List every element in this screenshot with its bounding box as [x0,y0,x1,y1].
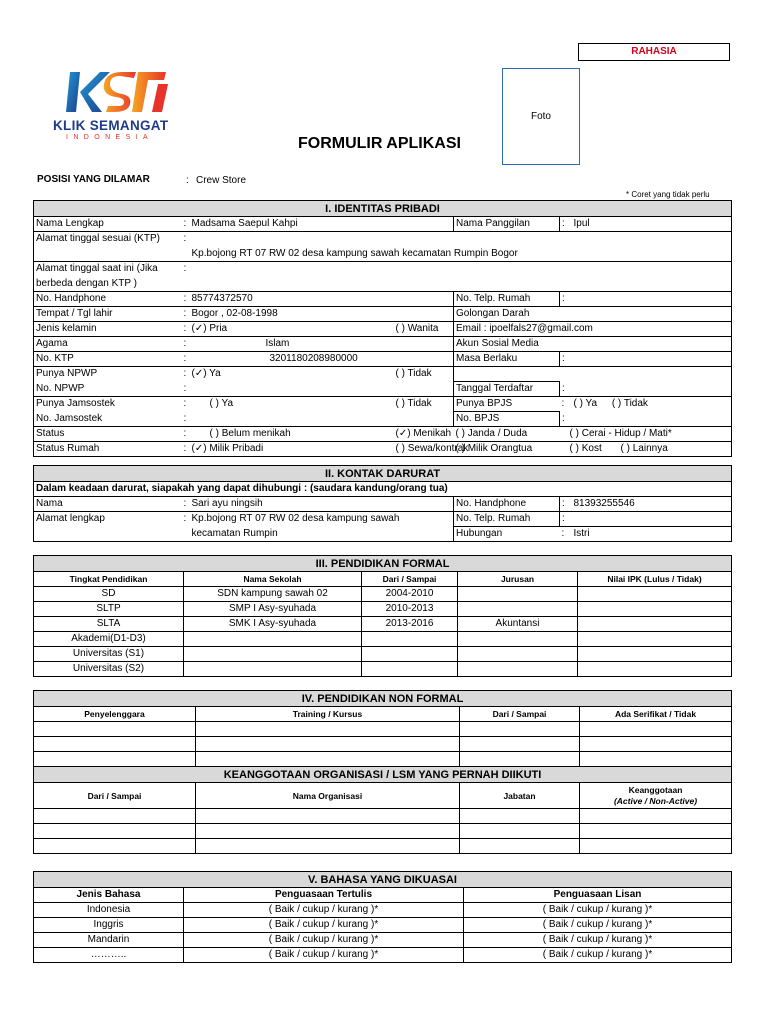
house-option-own[interactable]: (✓) Milik Pribadi [191,443,264,454]
logo-wordmark: KLIK SEMANGAT [53,118,169,133]
table-cell[interactable] [460,722,580,737]
table-cell[interactable] [196,839,460,854]
colon: : [182,217,190,232]
table-cell[interactable]: SLTA [34,617,184,632]
table-cell[interactable] [458,602,578,617]
field-label: No. Telp. Rumah [454,292,560,307]
jamsostek-value [190,412,454,427]
column-header: Training / Kursus [196,707,460,722]
table-row [34,602,732,617]
status-option-divorced[interactable]: ( ) Cerai - Hidup / Mati* [560,427,732,442]
table-cell[interactable] [362,647,458,662]
table-cell[interactable]: Universitas (S1) [34,647,184,662]
column-header: Dari / Sampai [460,707,580,722]
field-label: Tempat / Tgl lahir [34,307,182,322]
field-label: No. Handphone [454,497,560,512]
language-table [33,871,732,963]
table-row [34,587,732,602]
table-cell[interactable] [578,647,732,662]
table-cell: ……….. [34,948,184,963]
table-row [34,918,732,933]
company-logo [62,68,172,118]
table-cell: Mandarin [34,933,184,948]
table-cell[interactable] [34,839,196,854]
table-cell[interactable] [196,824,460,839]
registered-date-value [572,382,732,397]
strike-note: * Coret yang tidak perlu [626,190,710,199]
colon: : [182,427,190,442]
table-cell[interactable] [578,602,732,617]
organization-title: KEANGGOTAAN ORGANISASI / LSM YANG PERNAH DIIKUTI [34,767,732,783]
table-cell[interactable] [34,752,196,767]
table-cell[interactable] [458,662,578,677]
table-cell: Indonesia [34,903,184,918]
colon: : [183,398,187,410]
position-value: Crew Store [196,175,247,186]
colon: : [183,263,187,275]
colon: : [182,322,190,337]
bpjs-options [572,397,732,412]
field-label: Golongan Darah [454,307,732,322]
spacer [182,527,190,542]
table-cell[interactable] [460,809,580,824]
home-phone-value [572,292,732,307]
colon: : [182,307,190,322]
colon: : [183,443,187,454]
spacer [190,232,732,247]
gender-option-female[interactable]: ( ) Wanita [356,322,454,337]
field-label: Tanggal Terdaftar [454,382,560,397]
ktp-address-value: Kp.bojong RT 07 RW 02 desa kampung sawah kecamatan Rumpin Bogor [190,247,732,262]
field-label: Alamat tinggal sesuai (KTP) [36,233,160,244]
field-label: Nama [34,497,182,512]
table-row [34,933,732,948]
colon: : [183,233,187,244]
colon: : [182,352,190,367]
jamsostek-option-yes[interactable]: ( ) Ya [209,398,234,410]
birth-value: Bogor , 02-08-1998 [190,307,454,322]
column-header: Dari / Sampai [34,783,196,809]
field-label: berbeda dengan KTP ) [34,277,182,292]
house-option-kost[interactable]: ( ) Kost [569,443,602,454]
npwp-option-no[interactable]: ( ) Tidak [395,368,432,380]
colon: : [182,337,190,352]
position-label: POSISI YANG DILAMAR [37,174,150,185]
table-cell[interactable] [196,737,460,752]
table-cell[interactable] [362,632,458,647]
table-cell[interactable]: Universitas (S2) [34,662,184,677]
column-header: Jenis Bahasa [34,888,184,903]
field-label: Status [34,427,182,442]
religion-value: Islam [190,337,454,352]
table-cell[interactable] [578,632,732,647]
column-header: Jurusan [458,572,578,587]
field-label: Masa Berlaku [454,352,560,367]
validity-value [572,352,732,367]
field-label: Jenis kelamin [34,322,182,337]
table-cell[interactable]: 2004-2010 [362,587,458,602]
npwp-value [190,382,454,397]
table-cell[interactable] [458,647,578,662]
table-cell[interactable] [580,752,732,767]
field-label: No. BPJS [454,412,560,427]
bpjs-option-no[interactable]: ( ) Tidak [611,398,648,410]
full-name-value: Madsama Saepul Kahpi [190,217,454,232]
table-row [34,948,732,963]
field-label: Alamat lengkap [36,513,105,525]
field-label: Status Rumah [36,443,100,454]
field-label: No. Jamsostek [34,412,182,427]
table-cell[interactable] [580,809,732,824]
table-cell[interactable]: SMK I Asy-syuhada [184,617,362,632]
status-option-single[interactable]: ( ) Belum menikah [190,427,356,442]
field-label: Punya NPWP [36,368,98,380]
field-label: Hubungan [454,527,560,542]
table-cell[interactable] [578,587,732,602]
table-cell[interactable] [196,722,460,737]
field-label: Punya Jamsostek [36,398,115,410]
house-options-extra [560,442,732,457]
field-label: Alamat tinggal saat ini (Jika [36,263,158,275]
table-cell[interactable]: Akademi(D1-D3) [34,632,184,647]
table-cell[interactable] [34,809,196,824]
section-title: III. PENDIDIKAN FORMAL [34,556,732,572]
table-cell[interactable]: SMP I Asy-syuhada [184,602,362,617]
contact-address-line1: Kp.bojong RT 07 RW 02 desa kampung sawah [191,513,400,525]
field-label: Punya BPJS [454,397,560,412]
colon: : [183,368,187,380]
status-option-widowed[interactable]: ( ) Janda / Duda [454,427,560,442]
table-cell[interactable]: SDN kampung sawah 02 [184,587,362,602]
confidential-label: RAHASIA [578,43,730,61]
colon: : [560,382,572,397]
column-header: Nama Organisasi [196,783,460,809]
npwp-option-yes[interactable]: (✓) Ya [191,368,221,380]
gender-option-male[interactable]: (✓) Pria [190,322,356,337]
table-cell[interactable] [184,647,362,662]
field-label: No. NPWP [34,382,182,397]
handphone-value: 85774372570 [190,292,454,307]
contact-address-line2: kecamatan Rumpin [191,527,278,539]
column-header: Nama Sekolah [184,572,362,587]
table-cell[interactable] [460,824,580,839]
colon: : [183,513,187,525]
status-option-married[interactable]: (✓) Menikah [356,427,454,442]
table-cell[interactable]: SD [34,587,184,602]
table-cell[interactable] [460,752,580,767]
table-cell[interactable]: ( Baik / cukup / kurang )* [464,918,732,933]
field-label: No. Telp. Rumah [454,512,560,527]
table-cell[interactable] [460,839,580,854]
table-row [34,617,732,632]
table-row [34,632,732,647]
colon: : [560,412,572,427]
table-cell[interactable] [578,617,732,632]
colon: : [561,398,565,410]
section-title: IV. PENDIDIKAN NON FORMAL [34,691,732,707]
column-header: Dari / Sampai [362,572,458,587]
table-cell[interactable] [460,737,580,752]
colon: : [182,382,190,397]
table-cell[interactable]: ( Baik / cukup / kurang )* [184,903,464,918]
table-cell[interactable] [362,662,458,677]
colon: : [560,512,572,527]
colon: : [182,412,190,427]
photo-box: Foto [502,68,580,165]
field-label: Akun Sosial Media [454,337,732,352]
spacer [190,262,732,277]
colon: : [560,497,572,512]
table-cell: Inggris [34,918,184,933]
table-cell[interactable] [184,632,362,647]
column-header: Tingkat Pendidikan [34,572,184,587]
house-option-other[interactable]: ( ) Lainnya [620,443,668,454]
spacer [454,367,732,382]
house-option-rent[interactable]: ( ) Sewa/kontrak [395,443,469,454]
table-cell[interactable] [184,662,362,677]
table-cell[interactable] [580,737,732,752]
table-row [34,903,732,918]
section-title: II. KONTAK DARURAT [34,466,732,482]
current-address-value [190,277,732,292]
table-cell[interactable] [34,722,196,737]
table-cell[interactable] [458,632,578,647]
colon: : [560,352,572,367]
table-cell[interactable]: SLTP [34,602,184,617]
table-cell[interactable]: ( Baik / cukup / kurang )* [184,948,464,963]
column-header: Jabatan [460,783,580,809]
table-row [34,662,732,677]
page-title: FORMULIR APLIKASI [298,135,461,152]
jamsostek-option-no[interactable]: ( ) Tidak [395,398,432,410]
table-cell[interactable] [580,839,732,854]
field-label: Nama Panggilan [454,217,560,232]
bpjs-option-yes[interactable]: ( ) Ya [573,398,598,410]
position-colon: : [186,175,189,186]
emergency-subtitle: Dalam keadaan darurat, siapakah yang dapat dihubungi : (saudara kandung/orang tua) [34,482,732,497]
table-cell[interactable]: ( Baik / cukup / kurang )* [184,918,464,933]
field-label: Nama Lengkap [34,217,182,232]
table-row [34,647,732,662]
section-title: I. IDENTITAS PRIBADI [34,201,732,217]
formal-education-table [33,555,732,677]
colon: : [560,292,572,307]
table-cell[interactable] [578,662,732,677]
emergency-contact-table [33,465,732,542]
spacer [182,247,190,262]
column-header-sub: (Active / Non-Active) [613,795,698,806]
contact-home-phone-value [572,512,732,527]
logo-tagline: INDONESIA [66,134,154,141]
table-cell[interactable] [34,737,196,752]
table-cell[interactable]: ( Baik / cukup / kurang )* [464,933,732,948]
nickname-value: Ipul [572,217,732,232]
table-cell[interactable] [196,809,460,824]
nonformal-education-table [33,690,732,854]
column-header: Nilai IPK (Lulus / Tidak) [578,572,732,587]
house-option-parents[interactable]: ( ) Milik Orangtua [455,443,533,454]
table-cell[interactable]: ( Baik / cukup / kurang )* [464,948,732,963]
bpjs-value [572,412,732,427]
contact-phone-value: 81393255546 [572,497,732,512]
spacer [34,527,182,542]
table-cell[interactable]: ( Baik / cukup / kurang )* [464,903,732,918]
column-header: Keanggotaan [628,784,683,795]
table-cell[interactable]: Akuntansi [458,617,578,632]
section-title: V. BAHASA YANG DIKUASAI [34,872,732,888]
email-value: Email : ipoelfals27@gmail.com [454,322,732,337]
field-label: No. KTP [34,352,182,367]
column-header: Penguasaan Lisan [464,888,732,903]
personal-identity-table [33,200,732,457]
field-label: Agama [34,337,182,352]
membership-header [580,783,732,809]
contact-name-value: Sari ayu ningsih [190,497,454,512]
column-header: Penguasaan Tertulis [184,888,464,903]
table-cell[interactable] [580,824,732,839]
table-cell[interactable]: 2010-2013 [362,602,458,617]
colon: : [182,292,190,307]
field-label: No. Handphone [34,292,182,307]
colon: : [560,217,572,232]
column-header: Ada Serifikat / Tidak [580,707,732,722]
colon: : [182,497,190,512]
table-cell[interactable] [458,587,578,602]
table-cell[interactable]: ( Baik / cukup / kurang )* [184,933,464,948]
logo-mark-icon [62,68,172,118]
table-cell[interactable] [580,722,732,737]
spacer [34,247,182,262]
colon: : [561,528,565,539]
column-header: Penyelenggara [34,707,196,722]
table-cell[interactable] [34,824,196,839]
table-cell[interactable] [196,752,460,767]
spacer [182,277,190,292]
ktp-value: 3201180208980000 [190,352,454,367]
table-cell[interactable]: 2013-2016 [362,617,458,632]
relationship-value: Istri [573,528,590,539]
